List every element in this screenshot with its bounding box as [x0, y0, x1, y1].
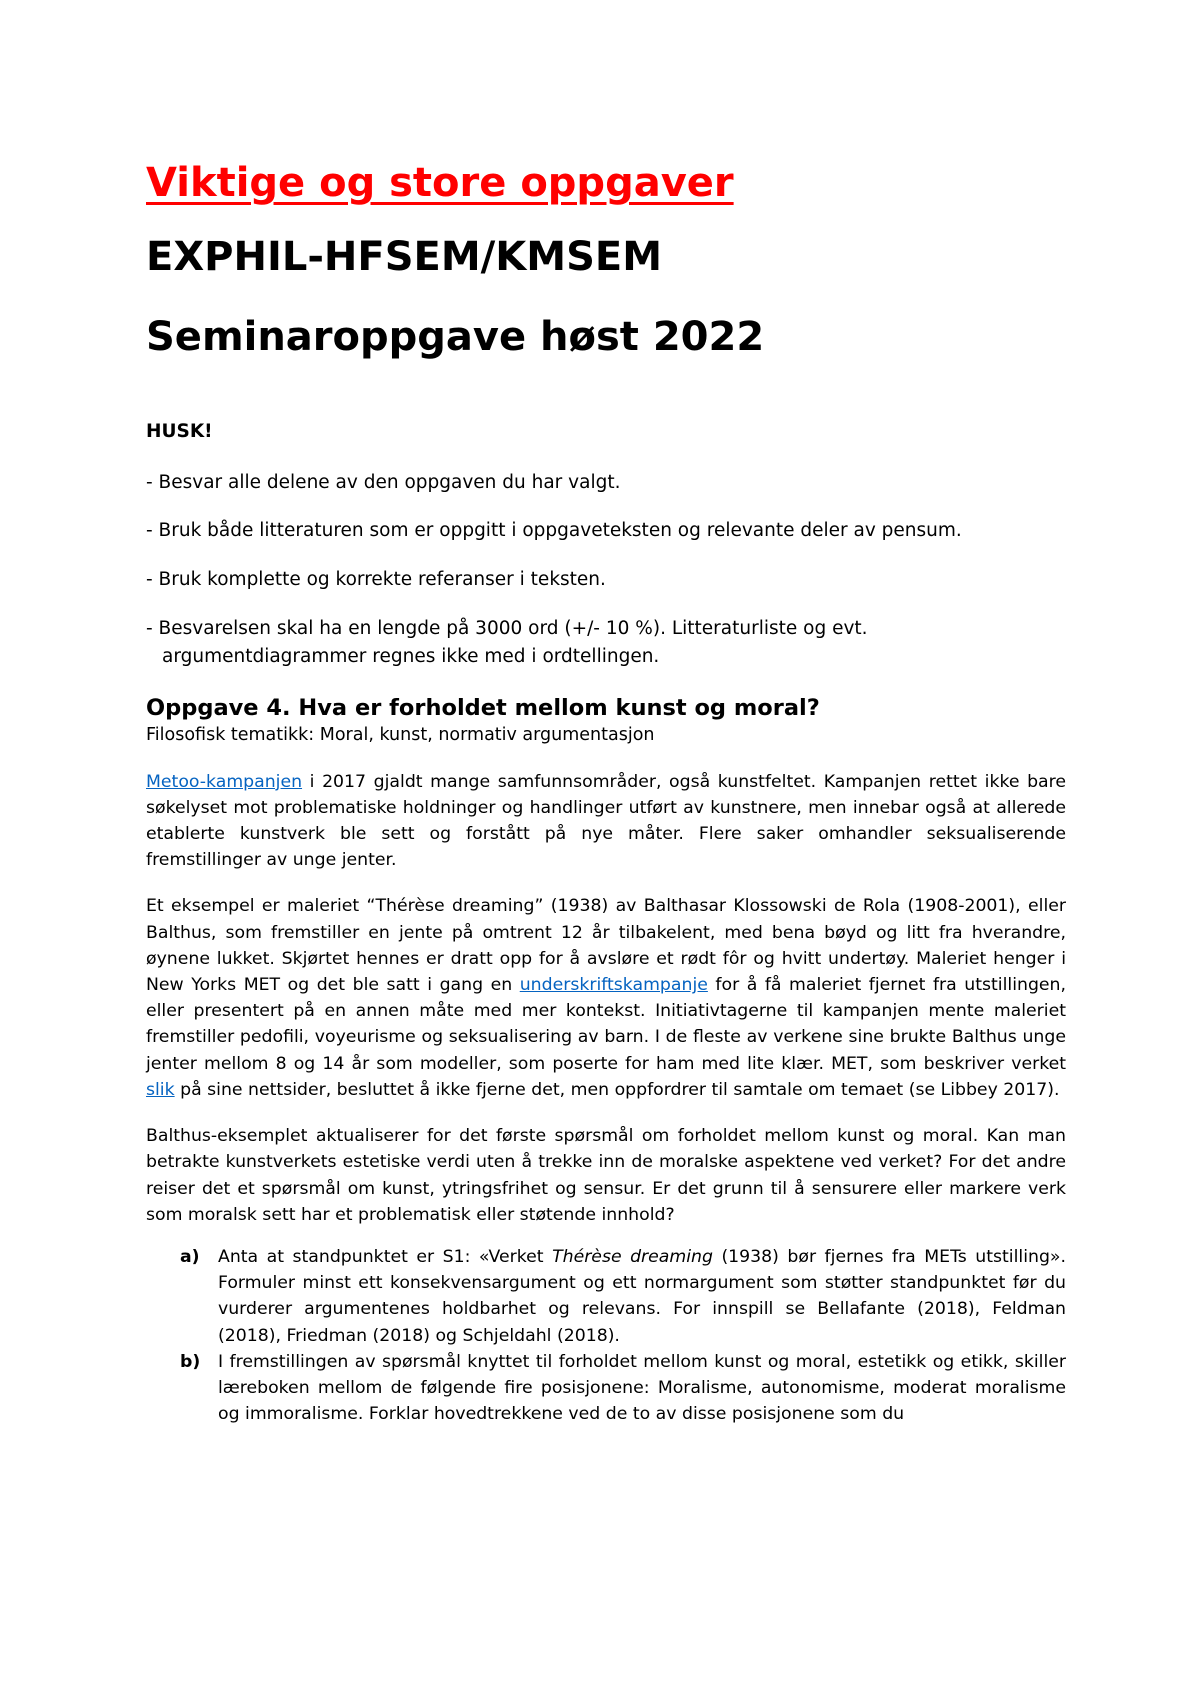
- task-subheading: Filosofisk tematikk: Moral, kunst, normativ argumentasjon: [146, 725, 655, 746]
- question-text-part: (1938) bør fjernes fra METs utstilling». Formuler minst ett konsekvensargument og ett normargument som støtter standpunktet før du vurderer argumentenes holdbarhet og relevans. For innspill se Bellafante (2018), Feldman (2018), Friedman (2018) og Schjeldahl (2018).: [218, 1246, 1066, 1346]
- question-item-a: [146, 1244, 1066, 1349]
- course-code-title: EXPHIL-HFSEM/KMSEM: [146, 234, 663, 280]
- reminders-heading: HUSK!: [146, 421, 213, 442]
- paragraph-text: i 2017 gjaldt mange samfunnsområder, også kunstfeltet. Kampanjen rettet ikke bare søkelyset mot problematiske holdninger og handlinger utført av kunstnere, men innebar også at allerede etablerte kunstverk ble sett og forstått på nye måter. Flere saker omhandler seksualiserende fremstillinger av unge jenter.: [146, 771, 1066, 871]
- reminders-section: [146, 418, 1066, 672]
- semester-title: Seminaroppgave høst 2022: [146, 314, 765, 360]
- document-content: [146, 160, 1066, 1427]
- artwork-title: Thérèse dreaming: [552, 1246, 713, 1267]
- question-marker: a): [180, 1246, 200, 1267]
- question-marker: b): [180, 1351, 201, 1372]
- reminder-item: - Besvar alle delene av den oppgaven du har valgt.: [146, 471, 621, 493]
- task-paragraph-3: Balthus-eksemplet aktualiserer for det første spørsmål om forholdet mellom kunst og moral. Kan man betrakte kunstverkets estetiske verdi uten å trekke inn de moralske aspektene ved verket? For det andre reiser det et spørsmål om kunst, ytringsfrihet og sensur. Er det grunn til å sensurere eller markere verk som moralsk sett har et problematisk eller støtende innhold?: [146, 1126, 1066, 1225]
- highlight-title: Viktige og store oppgaver: [146, 160, 734, 206]
- task-heading: Oppgave 4. Hva er forholdet mellom kunst og moral?: [146, 695, 820, 722]
- reminder-item: - Bruk komplette og korrekte referanser i teksten.: [146, 569, 606, 591]
- metoo-link[interactable]: Metoo-kampanjen: [146, 771, 303, 792]
- petition-link[interactable]: underskriftskampanje: [519, 975, 708, 996]
- paragraph-text: for å få maleriet fjernet fra utstillingen, eller presentert på en annen måte med mer kontekst. Initiativtagerne til kampanjen mente maleriet fremstiller pedofili, voyeurisme og seksualisering av barn. I de fleste av verkene sine brukte Balthus unge jenter mellom 8 og 14 år som modeller, som poserte for ham med lite klær. MET, som beskriver verket: [146, 975, 1066, 1074]
- question-item-b: [146, 1349, 1066, 1428]
- paragraph-text: Et eksempel er maleriet “Thérèse dreaming” (1938) av Balthasar Klossowski de Rola (1908-2001), eller Balthus, som fremstiller en jente på omtrent 12 år tilbakelent, med bena bøyd og litt fra hverandre, øynene lukket. Skjørtet hennes er dratt opp for å avsløre et rødt fôr og hvitt undertøy. Maleriet henger i New Yorks MET og det ble satt i gang en: [146, 896, 1066, 996]
- reminder-item: - Bruk både litteraturen som er oppgitt i oppgaveteksten og relevante deler av pensum.: [146, 520, 962, 542]
- paragraph-text: på sine nettsider, besluttet å ikke fjerne det, men oppfordrer til samtale om temaet (se Libbey 2017).: [174, 1079, 1060, 1100]
- question-text-part: Anta at standpunktet er S1: «Verket: [218, 1246, 553, 1267]
- task-paragraph-2: [146, 893, 1066, 1103]
- question-list: [146, 1244, 1066, 1427]
- met-description-link[interactable]: slik: [146, 1079, 175, 1100]
- question-text: [218, 1244, 1066, 1349]
- question-text: I fremstillingen av spørsmål knyttet til forholdet mellom kunst og moral, estetikk og etikk, skiller læreboken mellom de følgende fire posisjonene: Moralisme, autonomisme, moderat moralisme og immoralisme. Forklar hovedtrekkene ved de to av disse posisjonene som du: [218, 1351, 1066, 1425]
- task-paragraph-1: [146, 769, 1066, 874]
- reminder-item: - Besvarelsen skal ha en lengde på 3000 ord (+/- 10 %). Litteraturliste og evt. argumentdiagrammer regnes ikke med i ordtellingen.: [146, 617, 868, 668]
